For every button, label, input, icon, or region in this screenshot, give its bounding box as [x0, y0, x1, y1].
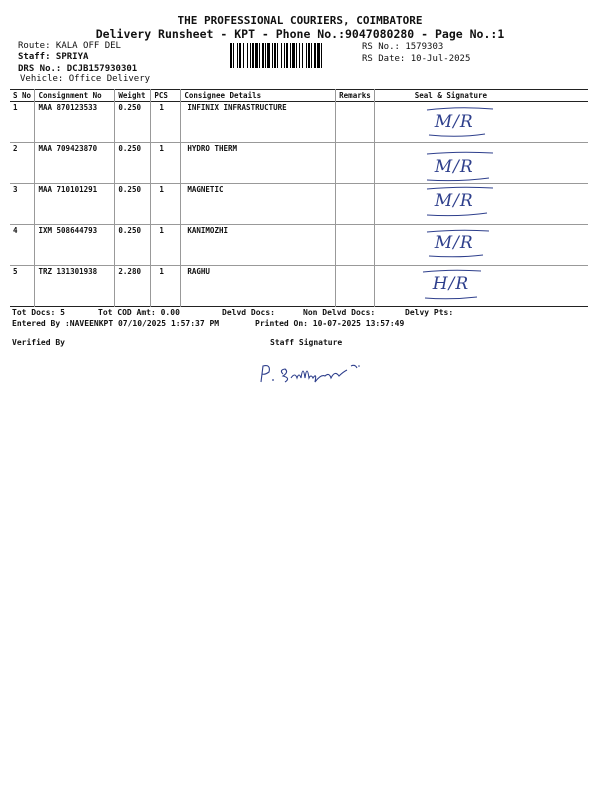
row-sno: 5 — [13, 267, 18, 276]
staff-label: Staff: SPRIYA — [18, 52, 89, 62]
delivery-points: Delvy Pts: — [405, 308, 454, 317]
row-seal — [374, 225, 588, 266]
table-row — [10, 102, 588, 143]
table-row — [10, 143, 588, 184]
barcode — [230, 43, 355, 68]
row-weight: 2.280 — [115, 266, 151, 307]
handwritten-seal: M/R — [423, 185, 495, 217]
col-remarks: Remarks — [336, 90, 375, 102]
verified-by-label: Verified By — [12, 338, 65, 347]
row-consignee: HYDRO THERM — [181, 143, 336, 184]
row-weight: 0.250 — [115, 184, 151, 225]
row-pcs: 1 — [151, 225, 181, 266]
staff-signature-label: Staff Signature — [270, 338, 343, 347]
row-consignment: TRZ 131301938 — [35, 266, 115, 307]
table-header-row — [10, 90, 588, 102]
vehicle-label: Vehicle: Office Delivery — [20, 74, 151, 84]
col-seal: Seal & Signature — [374, 90, 588, 102]
table-row — [10, 266, 588, 307]
handwritten-seal: M/R — [423, 227, 495, 259]
row-sno: 3 — [13, 185, 18, 194]
total-docs: Tot Docs: 5 — [12, 308, 65, 317]
col-sno: S No — [13, 91, 32, 100]
non-delivered-docs: Non Delvd Docs: — [303, 308, 376, 317]
row-consignee: RAGHU — [181, 266, 336, 307]
row-pcs: 1 — [151, 102, 181, 143]
row-consignment: MAA 709423870 — [35, 143, 115, 184]
row-consignment: IXM 508644793 — [35, 225, 115, 266]
runsheet-title: Delivery Runsheet - KPT - Phone No.:9047080280 - Page No.:1 — [95, 27, 505, 41]
row-sno: 4 — [13, 226, 18, 235]
rs-number: RS No.: 1579303 — [362, 42, 444, 52]
table-row — [10, 184, 588, 225]
row-pcs: 1 — [151, 266, 181, 307]
col-consignee: Consignee Details — [181, 90, 336, 102]
row-seal — [374, 102, 588, 143]
col-consignment: Consignment No — [35, 90, 115, 102]
handwritten-seal: M/R — [423, 151, 495, 183]
row-consignment: MAA 710101291 — [35, 184, 115, 225]
route-label: Route: KALA OFF DEL — [18, 41, 121, 51]
row-sno: 2 — [13, 144, 18, 153]
printed-on: Printed On: 10-07-2025 13:57:49 — [255, 319, 405, 328]
row-pcs: 1 — [151, 184, 181, 225]
row-weight: 0.250 — [115, 143, 151, 184]
row-sno: 1 — [13, 103, 18, 112]
col-pcs: PCS — [151, 90, 181, 102]
col-weight: Weight — [115, 90, 151, 102]
row-remarks — [336, 143, 375, 184]
row-pcs: 1 — [151, 143, 181, 184]
row-weight: 0.250 — [115, 225, 151, 266]
runsheet-table — [10, 89, 588, 307]
row-seal — [374, 266, 588, 307]
row-consignee: INFINIX INFRASTRUCTURE — [181, 102, 336, 143]
row-remarks — [336, 184, 375, 225]
row-seal — [374, 184, 588, 225]
row-consignee: KANIMOZHI — [181, 225, 336, 266]
row-remarks — [336, 225, 375, 266]
handwritten-seal: H/R — [421, 268, 493, 300]
handwritten-signature — [255, 360, 375, 386]
row-remarks — [336, 102, 375, 143]
row-seal — [374, 143, 588, 184]
total-cod-amount: Tot COD Amt: 0.00 — [98, 308, 180, 317]
company-title: THE PROFESSIONAL COURIERS, COIMBATORE — [177, 14, 423, 27]
rs-date: RS Date: 10-Jul-2025 — [362, 54, 471, 64]
row-remarks — [336, 266, 375, 307]
row-weight: 0.250 — [115, 102, 151, 143]
handwritten-seal: M/R — [423, 106, 495, 138]
row-consignee: MAGNETIC — [181, 184, 336, 225]
table-row — [10, 225, 588, 266]
drs-number: DRS No.: DCJB157930301 — [18, 64, 138, 74]
delivered-docs: Delvd Docs: — [222, 308, 275, 317]
row-consignment: MAA 870123533 — [35, 102, 115, 143]
entered-by: Entered By :NAVEENKPT 07/10/2025 1:57:37 PM — [12, 319, 220, 328]
